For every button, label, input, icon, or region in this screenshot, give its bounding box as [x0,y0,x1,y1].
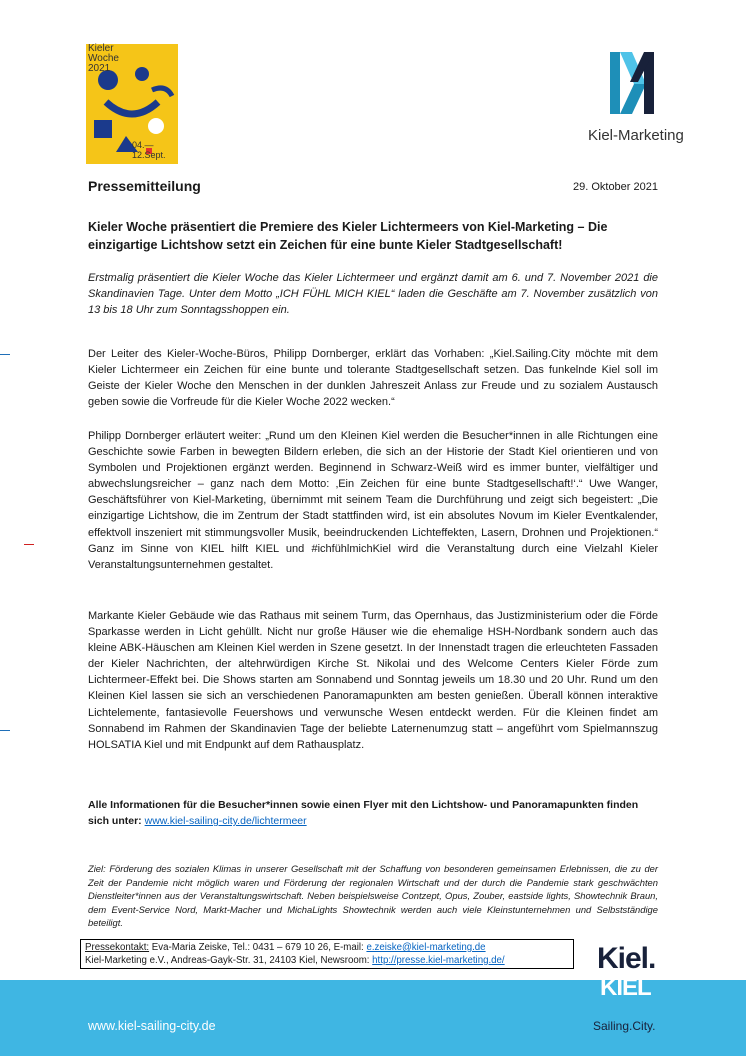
body-paragraph-1: Der Leiter des Kieler-Woche-Büros, Philipp Dornberger, erklärt das Vorhaben: „Kiel.Sailing.City möchte mit dem Kieler Lichtermeer ein Zeichen für eine bunte und tolerante Stadtgesellschaft setzen. Das funkelnde Kiel soll im Geiste der Kieler Woche den Menschen in der dunklen Jahreszeit Anlass zur Freude und zu sozialem Austausch geben sowie die Vorfreude für die Kieler Woche 2022 wecken.“ [88,348,658,409]
kiel-logo-tagline: Sailing.City. [593,1019,656,1033]
info-block [88,797,658,829]
footer-url[interactable]: www.kiel-sailing-city.de [88,1019,216,1033]
poster-dates-line2: 12.Sept. [132,150,166,160]
contact-line-2 [85,954,569,967]
info-link[interactable]: www.kiel-sailing-city.de/lichtermeer [144,815,307,827]
contact-address: Kiel-Marketing e.V., Andreas-Gayk-Str. 31, 24103 Kiel, Newsroom: [85,955,373,966]
press-release-label: Pressemitteilung [88,178,201,194]
lead-paragraph: Erstmalig präsentiert die Kieler Woche das Kieler Lichtermeer und ergänzt damit am 6. und 7. November 2021 die Skandinavien Tage. Unter dem Motto „ICH FÜHL MICH KIEL“ laden die Geschäfte am 7. November zusätzlich von 13 bis 18 Uhr zum Sonntagsshoppen ein. [88,272,658,316]
kiel-marketing-name: Kiel-Marketing [588,127,684,144]
contact-label: Pressekontakt: [85,942,150,953]
press-contact-box [80,939,574,969]
kiel-logo-mirror: KIEL [600,974,651,1001]
kiel-marketing-logo [588,48,684,144]
poster-dates-line1: 04.— [132,140,154,150]
poster-text-line2: Woche [88,53,119,64]
poster-text-line1: Kieler [88,43,114,54]
body-paragraph-3: Markante Kieler Gebäude wie das Rathaus mit seinem Turm, das Opernhaus, das Justizministerium oder die Förde Sparkasse werden in Licht gehüllt. Nicht nur große Häuser wie die ehemalige HSH-Nordbank sondern auch das kleine ABK-Häuschen am Kleinen Kiel werden in Szene gesetzt. In der Innenstadt tragen die erleuchteten Fassaden der Kieler Nachrichten, der altehrwürdigen Kirche St. Nikolai und des Welcome Centers Kieler Förde zum Lichtermeer-Effekt bei. Die Shows starten am Sonnabend und Sonntag jeweils um 18.30 und 20 Uhr. Rund um den Kleinen Kiel lassen sie sich an verschiedenen Panoramapunkten am besten genießen. Überall können interaktive Lichtelemente, fantasievolle Feuershows und verwunsche Wesen entdeckt werden. Für die Kleinen findet am Sonnabend im Rahmen der Skandinavien Tage der beliebte Laternenumzug statt – angeführt vom Spielmannszug HOLSATIA Kiel und mit Endpunkt auf dem Rathausplatz. [88,610,658,751]
contact-line-1 [85,941,569,954]
headline: Kieler Woche präsentiert die Premiere des Kieler Lichtermeers von Kiel-Marketing – Die einzigartige Lichtshow setzt ein Zeichen für eine bunte Kieler Stadtgesellschaft! [88,220,608,252]
poster-text-line3: 2021 [88,63,111,74]
goal-statement: Ziel: Förderung des sozialen Klimas in unserer Gesellschaft mit der Schaffung von besonderen gemeinsamen Erlebnissen, die zu der Zeit der Pandemie nicht möglich waren und Förderung der regionalen Wirtschaft und der durch die Pandemie stark geschwächten Dienstleiter*innen aus der Veranstaltungswirtschaft. Neben beispielsweise Contzept, Opus, Zouber, eastside lights, Showtechnik Braun, dem Event-Service Nord, Markt-Macher und MichaLights Showtechnik werden auch viele Kleinstunternehmen und Selbstständige beteiligt. [88,863,658,928]
margin-mark-center [24,544,34,545]
margin-mark-fold-1 [0,354,10,355]
contact-email-link[interactable]: e.zeiske@kiel-marketing.de [366,942,486,953]
margin-mark-fold-2 [0,730,10,731]
contact-person: Eva-Maria Zeiske, Tel.: 0431 – 679 10 26, E-mail: [149,942,367,953]
press-release-date: 29. Oktober 2021 [572,181,658,193]
kiel-logo-word: Kiel. [597,942,656,975]
k-monogram-icon [604,48,662,120]
body-paragraph-2: Philipp Dornberger erläutert weiter: „Rund um den Kleinen Kiel werden die Besucher*innen in alle Richtungen eine Geschichte sowie Farben in bewegten Bildern erleben, die sich an der Historie der Stadt Kiel orientieren und von Symbolen und Projektionen ergänzt werden. Beginnend in Schwarz-Weiß wird es immer bunter, vielfältiger und abwechslungsreicher – ganz nach dem Motto: ‚Ein Zeichen für eine bunte Stadtgesellschaft!‘.“ Uwe Wanger, Geschäftsführer von Kiel-Marketing, übernimmt mit seinem Team die Durchführung und zeigt sich begeistert: „Die einzigartige Lichtshow, die im Zentrum der Stadt stattfinden wird, ist ein absolutes Novum im Kieler Eventkalender, effektvoll inszeniert mit stimmungsvoller Musik, beeindruckenden Lichteffekten, Lasern, Drohnen und Projektionen.“ Ganz im Sinne von KIEL hilft KIEL und #ichfühlmichKiel wird die Veranstaltung durch eine Vielzahl Kieler Veranstaltungsunternehmen gestaltet. [88,430,658,571]
newsroom-link[interactable]: http://presse.kiel-marketing.de/ [372,955,505,966]
kieler-woche-poster [86,44,178,164]
info-text: Alle Informationen für die Besucher*innen sowie einen Flyer mit den Lichtshow- und Panoramapunkten finden sich unter: [88,799,639,827]
